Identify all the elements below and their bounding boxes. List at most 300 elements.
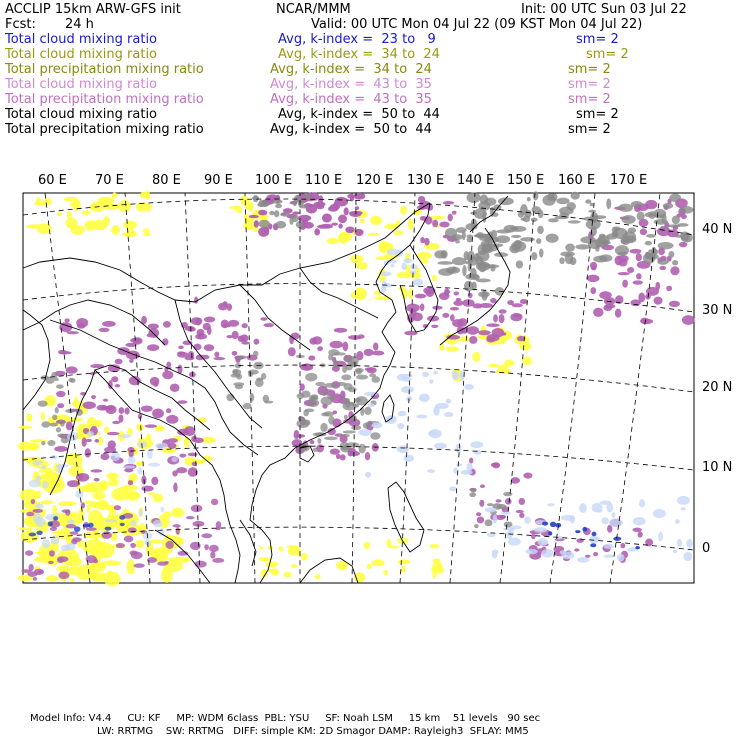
cloud-blob bbox=[452, 371, 459, 380]
cloud-blob bbox=[141, 486, 153, 492]
cloud-blob bbox=[496, 229, 511, 233]
cloud-blob bbox=[670, 266, 679, 275]
cloud-blob bbox=[41, 412, 45, 422]
cloud-blob bbox=[200, 355, 210, 360]
cloud-blob bbox=[339, 398, 350, 401]
cloud-blob bbox=[510, 226, 526, 232]
cloud-blob bbox=[351, 415, 357, 422]
cloud-blob bbox=[240, 195, 247, 205]
cloud-blob bbox=[67, 480, 80, 487]
cloud-blob bbox=[35, 491, 42, 499]
cloud-blob bbox=[416, 415, 427, 419]
lon-label-3: 90 E bbox=[204, 173, 233, 188]
lon-label-6: 120 E bbox=[356, 173, 394, 188]
cloud-blob bbox=[64, 197, 78, 202]
cloud-blob bbox=[100, 453, 109, 460]
cloud-blob bbox=[70, 378, 75, 383]
cloud-blob bbox=[33, 577, 37, 581]
cloud-blob bbox=[433, 406, 439, 416]
cloud-blob bbox=[659, 266, 666, 270]
cloud-blob bbox=[193, 438, 204, 443]
cloud-blob bbox=[630, 249, 642, 254]
cloud-blob bbox=[636, 273, 642, 279]
cloud-blob bbox=[127, 428, 132, 435]
cloud-blob bbox=[324, 383, 337, 388]
cloud-blob bbox=[504, 360, 514, 367]
cloud-blob bbox=[590, 262, 597, 269]
cloud-blob bbox=[615, 308, 622, 317]
cloud-blob bbox=[312, 336, 322, 344]
cloud-blob bbox=[101, 561, 122, 566]
cloud-blob bbox=[266, 561, 279, 567]
cloud-blob bbox=[330, 448, 340, 454]
cloud-blob bbox=[645, 212, 654, 217]
legend-field-3: Total cloud mixing ratio bbox=[5, 77, 158, 92]
cloud-blob bbox=[505, 498, 512, 504]
cloud-blob bbox=[76, 318, 88, 328]
org-label: NCAR/MMM bbox=[276, 2, 351, 17]
cloud-blob bbox=[212, 558, 224, 563]
cloud-blob bbox=[133, 563, 145, 568]
cloud-blob bbox=[412, 209, 423, 215]
cloud-blob bbox=[512, 303, 523, 307]
cloud-blob bbox=[476, 262, 491, 271]
cloud-blob bbox=[328, 416, 334, 425]
cloud-blob bbox=[448, 214, 453, 222]
legend-field-0: Total cloud mixing ratio bbox=[5, 32, 158, 47]
cloud-blob bbox=[228, 320, 239, 327]
cloud-blob bbox=[87, 431, 94, 437]
cloud-blob bbox=[315, 574, 321, 579]
cloud-blob bbox=[677, 539, 682, 547]
cloud-blob bbox=[681, 214, 687, 219]
cloud-blob bbox=[452, 257, 466, 265]
cloud-blob bbox=[546, 233, 559, 242]
cloud-blob bbox=[452, 211, 457, 215]
cloud-blob bbox=[466, 192, 480, 203]
cloud-blob bbox=[153, 381, 158, 386]
cloud-blob bbox=[548, 218, 559, 222]
cloud-blob bbox=[452, 319, 463, 327]
cloud-blob bbox=[155, 443, 168, 450]
cloud-blob bbox=[172, 524, 180, 527]
cloud-blob bbox=[348, 387, 357, 392]
cloud-blob bbox=[353, 193, 365, 200]
cloud-blob bbox=[556, 198, 569, 205]
cloud-blob bbox=[501, 512, 511, 515]
cloud-blob bbox=[166, 415, 178, 424]
cloud-blob bbox=[145, 191, 150, 200]
cloud-blob bbox=[104, 519, 117, 522]
cloud-blob bbox=[479, 303, 493, 308]
cloud-blob bbox=[58, 501, 77, 506]
cloud-blob bbox=[465, 274, 478, 280]
cloud-blob bbox=[442, 313, 449, 318]
cloud-blob bbox=[669, 194, 681, 202]
cloud-blob bbox=[104, 427, 109, 434]
cloud-blob bbox=[162, 338, 168, 345]
cloud-blob bbox=[453, 300, 463, 306]
cloud-blob bbox=[322, 213, 332, 222]
cloud-blob bbox=[65, 409, 75, 413]
legend-sm-6: sm= 2 bbox=[568, 122, 611, 137]
cloud-blob bbox=[571, 192, 580, 200]
cloud-blob bbox=[633, 280, 643, 284]
cloud-blob bbox=[390, 264, 394, 267]
cloud-blob bbox=[531, 534, 535, 539]
cloud-blob bbox=[473, 450, 481, 455]
cloud-blob bbox=[358, 444, 365, 454]
cloud-blob bbox=[56, 427, 61, 432]
cloud-blob bbox=[455, 444, 461, 453]
cloud-blob bbox=[383, 570, 388, 575]
cloud-blob bbox=[254, 220, 259, 227]
fcst-label: Fcst: bbox=[5, 17, 36, 32]
cloud-blob bbox=[204, 344, 214, 351]
cloud-blob bbox=[218, 303, 228, 311]
cloud-blob bbox=[191, 317, 203, 325]
legend-sm-4: sm= 2 bbox=[568, 92, 611, 107]
cloud-blob bbox=[568, 220, 581, 223]
cloud-blob bbox=[130, 543, 136, 548]
cloud-blob bbox=[46, 575, 59, 581]
cloud-blob bbox=[61, 545, 70, 552]
cloud-blob bbox=[179, 454, 186, 458]
cloud-blob bbox=[153, 520, 163, 527]
cloud-blob bbox=[514, 314, 523, 317]
cloud-blob bbox=[164, 561, 168, 564]
cloud-blob bbox=[338, 224, 342, 229]
cloud-blob bbox=[418, 196, 425, 203]
cloud-blob bbox=[35, 518, 46, 527]
cloud-blob bbox=[201, 533, 212, 538]
cloud-blob bbox=[660, 226, 666, 229]
cloud-blob bbox=[627, 267, 634, 273]
cloud-blob bbox=[492, 462, 500, 468]
cloud-blob bbox=[198, 417, 207, 423]
cloud-blob bbox=[609, 518, 623, 527]
cloud-blob bbox=[432, 275, 437, 281]
cloud-blob bbox=[474, 524, 479, 528]
cloud-blob bbox=[82, 210, 91, 214]
cloud-blob bbox=[396, 220, 400, 225]
cloud-blob bbox=[38, 400, 48, 406]
cloud-blob bbox=[209, 545, 219, 552]
cloud-blob bbox=[115, 384, 121, 387]
cloud-blob bbox=[54, 446, 67, 452]
cloud-blob bbox=[141, 405, 153, 411]
cloud-blob bbox=[638, 531, 643, 537]
cloud-blob bbox=[288, 347, 296, 356]
cloud-blob bbox=[454, 291, 459, 295]
cloud-blob bbox=[304, 408, 314, 412]
cloud-blob bbox=[258, 220, 269, 228]
cloud-blob bbox=[380, 272, 391, 277]
cloud-blob bbox=[453, 468, 457, 474]
cloud-blob bbox=[511, 235, 521, 238]
cloud-blob bbox=[82, 437, 87, 446]
cloud-blob bbox=[99, 328, 110, 332]
cloud-blob bbox=[666, 286, 672, 292]
cloud-blob bbox=[432, 570, 436, 579]
legend-avg-0: Avg, k-index = 23 to 9 bbox=[278, 32, 436, 47]
cloud-blob bbox=[56, 391, 65, 397]
cloud-blob bbox=[163, 321, 171, 328]
cloud-blob bbox=[124, 407, 129, 414]
cloud-blob bbox=[90, 502, 110, 509]
cloud-blob bbox=[477, 516, 484, 523]
cloud-blob bbox=[204, 317, 215, 323]
cloud-blob bbox=[250, 393, 255, 402]
cloud-blob bbox=[243, 403, 252, 410]
cloud-blob bbox=[542, 521, 548, 525]
cloud-blob bbox=[417, 252, 432, 259]
cloud-blob bbox=[646, 234, 656, 238]
cloud-blob bbox=[500, 515, 507, 519]
cloud-blob bbox=[366, 367, 376, 373]
cloud-blob bbox=[615, 245, 629, 256]
cloud-blob bbox=[176, 527, 180, 535]
cloud-blob bbox=[433, 558, 441, 562]
cloud-blob bbox=[452, 234, 463, 240]
cloud-blob bbox=[137, 467, 142, 474]
cloud-blob bbox=[474, 234, 488, 237]
cloud-blob bbox=[337, 382, 346, 386]
init-time: Init: 00 UTC Sun 03 Jul 22 bbox=[521, 2, 687, 17]
cloud-blob bbox=[338, 215, 347, 224]
cloud-blob bbox=[456, 463, 462, 466]
cloud-blob bbox=[32, 509, 43, 513]
cloud-blob bbox=[130, 338, 141, 343]
cloud-blob bbox=[593, 308, 603, 317]
cloud-blob bbox=[70, 203, 77, 208]
cloud-blob bbox=[645, 200, 657, 209]
cloud-blob bbox=[520, 237, 535, 242]
legend-field-2: Total precipitation mixing ratio bbox=[5, 62, 204, 77]
cloud-blob bbox=[469, 457, 473, 463]
cloud-blob bbox=[103, 399, 108, 402]
cloud-blob bbox=[424, 216, 432, 224]
cloud-blob bbox=[410, 264, 418, 269]
cloud-blob bbox=[365, 452, 370, 460]
cloud-blob bbox=[349, 211, 361, 217]
cloud-blob bbox=[53, 516, 58, 521]
cloud-blob bbox=[680, 206, 694, 214]
cloud-blob bbox=[536, 238, 541, 244]
cloud-blob bbox=[314, 228, 320, 235]
cloud-blob bbox=[496, 499, 502, 502]
cloud-blob bbox=[166, 541, 174, 549]
cloud-blob bbox=[510, 477, 520, 483]
cloud-blob bbox=[56, 384, 64, 388]
cloud-blob bbox=[623, 231, 636, 242]
cloud-blob bbox=[65, 509, 70, 515]
cloud-blob bbox=[547, 503, 555, 506]
cloud-blob bbox=[42, 481, 49, 488]
cloud-blob bbox=[673, 550, 677, 554]
cloud-blob bbox=[268, 569, 279, 573]
lon-label-4: 100 E bbox=[255, 173, 293, 188]
cloud-blob bbox=[263, 323, 273, 327]
cloud-blob bbox=[177, 351, 185, 354]
cloud-blob bbox=[603, 555, 614, 558]
cloud-blob bbox=[611, 512, 615, 517]
cloud-blob bbox=[111, 376, 118, 382]
cloud-blob bbox=[347, 356, 359, 366]
cloud-blob bbox=[541, 549, 554, 558]
cloud-blob bbox=[358, 429, 371, 436]
cloud-blob bbox=[485, 507, 497, 512]
cloud-blob bbox=[49, 550, 55, 556]
lon-label-10: 160 E bbox=[558, 173, 596, 188]
cloud-blob bbox=[70, 578, 74, 581]
cloud-blob bbox=[397, 423, 404, 429]
cloud-blob bbox=[168, 443, 177, 449]
cloud-blob bbox=[590, 203, 594, 207]
cloud-blob bbox=[492, 549, 499, 555]
cloud-blob bbox=[57, 403, 64, 408]
cloud-blob bbox=[143, 233, 151, 237]
cloud-blob bbox=[637, 211, 645, 220]
cloud-blob bbox=[66, 366, 78, 373]
cloud-blob bbox=[519, 498, 525, 505]
cloud-blob bbox=[531, 252, 537, 260]
cloud-blob bbox=[30, 439, 48, 442]
cloud-blob bbox=[34, 201, 49, 205]
cloud-blob bbox=[620, 543, 625, 548]
cloud-blob bbox=[280, 212, 290, 216]
cloud-blob bbox=[372, 351, 384, 356]
cloud-blob bbox=[474, 208, 487, 219]
cloud-blob bbox=[683, 552, 692, 561]
cloud-blob bbox=[677, 496, 690, 505]
cloud-blob bbox=[79, 473, 84, 479]
cloud-blob bbox=[315, 382, 325, 386]
lon-label-8: 140 E bbox=[457, 173, 495, 188]
cloud-blob bbox=[654, 297, 663, 305]
cloud-blob bbox=[111, 225, 120, 234]
cloud-blob bbox=[525, 210, 532, 218]
legend-sm-5: sm= 2 bbox=[576, 107, 619, 122]
cloud-blob bbox=[462, 265, 466, 276]
cloud-blob bbox=[606, 198, 611, 209]
cloud-blob bbox=[470, 488, 476, 492]
cloud-blob bbox=[350, 255, 363, 263]
cloud-blob bbox=[152, 408, 164, 418]
cloud-blob bbox=[238, 335, 246, 342]
cloud-blob bbox=[173, 483, 177, 493]
cloud-blob bbox=[268, 546, 273, 550]
cloud-blob bbox=[107, 432, 119, 435]
cloud-blob bbox=[587, 275, 600, 282]
model-title: ACCLIP 15km ARW-GFS init bbox=[5, 2, 181, 17]
cloud-blob bbox=[60, 420, 65, 427]
cloud-blob bbox=[342, 341, 348, 351]
cloud-blob bbox=[570, 257, 577, 265]
cloud-blob bbox=[355, 398, 361, 403]
cloud-blob bbox=[275, 221, 286, 229]
cloud-blob bbox=[481, 245, 493, 253]
cloud-blob bbox=[370, 216, 382, 225]
cloud-blob bbox=[259, 557, 271, 561]
cloud-blob bbox=[371, 376, 380, 383]
cloud-blob bbox=[373, 342, 378, 350]
cloud-blob bbox=[167, 438, 178, 443]
cloud-blob bbox=[638, 293, 645, 303]
lon-label-0: 60 E bbox=[38, 173, 67, 188]
cloud-blob bbox=[186, 516, 194, 519]
cloud-blob bbox=[64, 318, 69, 322]
cloud-blob bbox=[94, 478, 100, 482]
cloud-blob bbox=[401, 288, 408, 298]
cloud-blob bbox=[66, 421, 73, 430]
cloud-blob bbox=[603, 544, 613, 549]
cloud-blob bbox=[364, 407, 371, 415]
cloud-blob bbox=[83, 402, 96, 409]
cloud-blob bbox=[112, 421, 120, 424]
cloud-blob bbox=[54, 377, 59, 381]
lat-label-1: 30 N bbox=[702, 303, 733, 318]
cloud-blob bbox=[21, 569, 31, 573]
cloud-blob bbox=[658, 242, 674, 249]
cloud-blob bbox=[617, 554, 625, 562]
cloud-blob bbox=[368, 403, 374, 407]
cloud-blob bbox=[68, 557, 81, 567]
cloud-blob bbox=[31, 499, 36, 504]
cloud-blob bbox=[507, 530, 512, 540]
cloud-blob bbox=[633, 517, 646, 525]
cloud-blob bbox=[105, 527, 112, 531]
cloud-blob bbox=[86, 527, 97, 531]
cloud-blob bbox=[531, 217, 538, 221]
cloud-blob bbox=[537, 226, 544, 234]
cloud-blob bbox=[94, 439, 99, 443]
cloud-blob bbox=[575, 530, 581, 533]
cloud-blob bbox=[45, 377, 54, 384]
cloud-blob bbox=[470, 441, 483, 448]
cloud-blob bbox=[32, 446, 37, 450]
cloud-blob bbox=[291, 564, 298, 568]
cloud-blob bbox=[424, 238, 429, 246]
cloud-blob bbox=[41, 465, 47, 469]
cloud-blob bbox=[259, 546, 263, 549]
cloud-blob bbox=[398, 411, 407, 417]
cloud-blob bbox=[351, 426, 361, 430]
cloud-blob bbox=[36, 531, 42, 535]
cloud-blob bbox=[439, 222, 449, 228]
cloud-blob bbox=[401, 566, 405, 573]
cloud-blob bbox=[359, 219, 365, 224]
cloud-blob bbox=[444, 412, 454, 417]
lat-label-2: 20 N bbox=[702, 380, 733, 395]
cloud-blob bbox=[420, 237, 425, 243]
cloud-blob bbox=[469, 336, 477, 344]
cloud-blob bbox=[441, 250, 448, 259]
cloud-blob bbox=[542, 195, 555, 206]
cloud-blob bbox=[355, 206, 359, 209]
cloud-blob bbox=[486, 323, 500, 327]
cloud-blob bbox=[513, 227, 518, 230]
cloud-blob bbox=[654, 219, 668, 225]
cloud-blob bbox=[55, 407, 59, 413]
cloud-blob bbox=[622, 215, 636, 224]
cloud-blob bbox=[301, 553, 308, 560]
cloud-blob bbox=[331, 223, 338, 226]
cloud-blob bbox=[590, 543, 596, 547]
cloud-blob bbox=[88, 523, 94, 528]
cloud-blob bbox=[128, 527, 137, 533]
cloud-blob bbox=[519, 513, 524, 518]
